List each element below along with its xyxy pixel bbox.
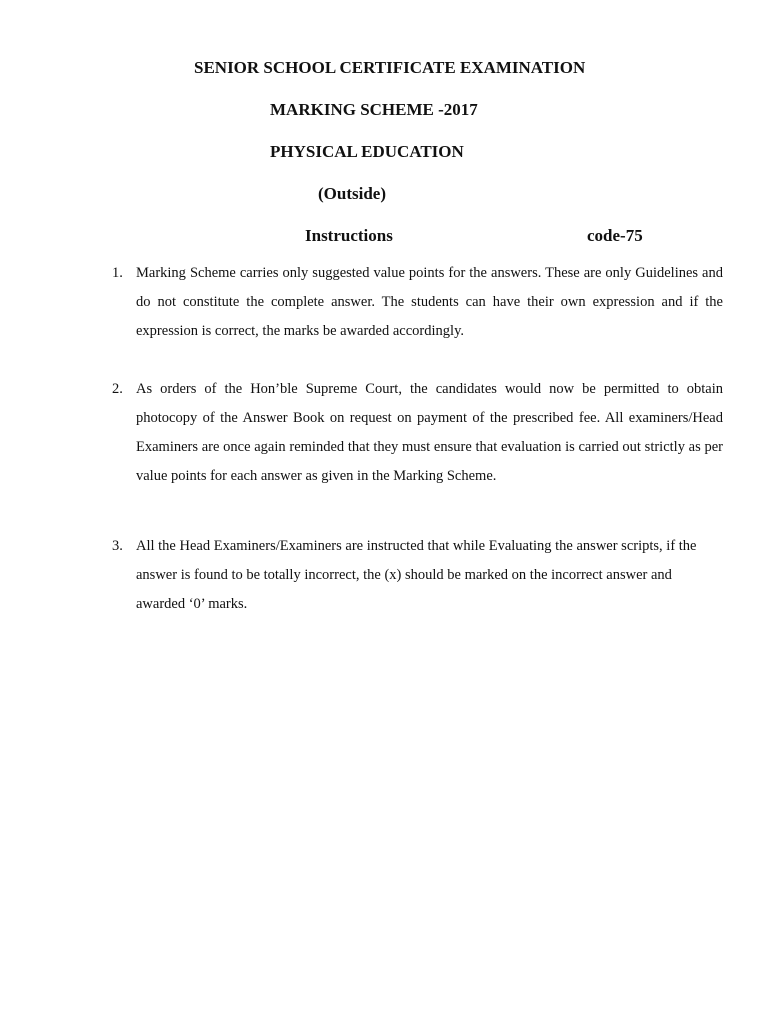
exam-title: SENIOR SCHOOL CERTIFICATE EXAMINATION (194, 58, 586, 77)
instruction-text: All the Head Examiners/Examiners are instructed that while Evaluating the answer scripts, if the answer is found to be totally incorrect, the (x) should be marked on the incorrect answer and awarded ‘0’ marks. (136, 538, 697, 612)
instruction-number: 2. (112, 381, 123, 397)
instruction-item (112, 532, 712, 619)
instruction-text: As orders of the Hon’ble Supreme Court, the candidates would now be permitted to obtain photocopy of the Answer Book on request on payment of the prescribed fee. All examiners/Head Examiners are once again reminded that they must ensure that evaluation is carried out strictly as per value points for each answer as given in the Marking Scheme. (136, 381, 723, 484)
instruction-number: 3. (112, 538, 123, 554)
subject-title: PHYSICAL EDUCATION (270, 142, 464, 161)
subject-code: code-75 (587, 226, 643, 245)
variant-label: (Outside) (318, 184, 386, 203)
instruction-number: 1. (112, 265, 123, 281)
instructions-heading: Instructions (305, 226, 393, 245)
instruction-item (112, 259, 723, 346)
instruction-item (112, 375, 723, 491)
instruction-text: Marking Scheme carries only suggested value points for the answers. These are only Guidelines and do not constitute the complete answer. The students can have their own expression and if the expression is correct, the marks be awarded accordingly. (136, 265, 723, 339)
marking-scheme-title: MARKING SCHEME -2017 (270, 100, 478, 119)
